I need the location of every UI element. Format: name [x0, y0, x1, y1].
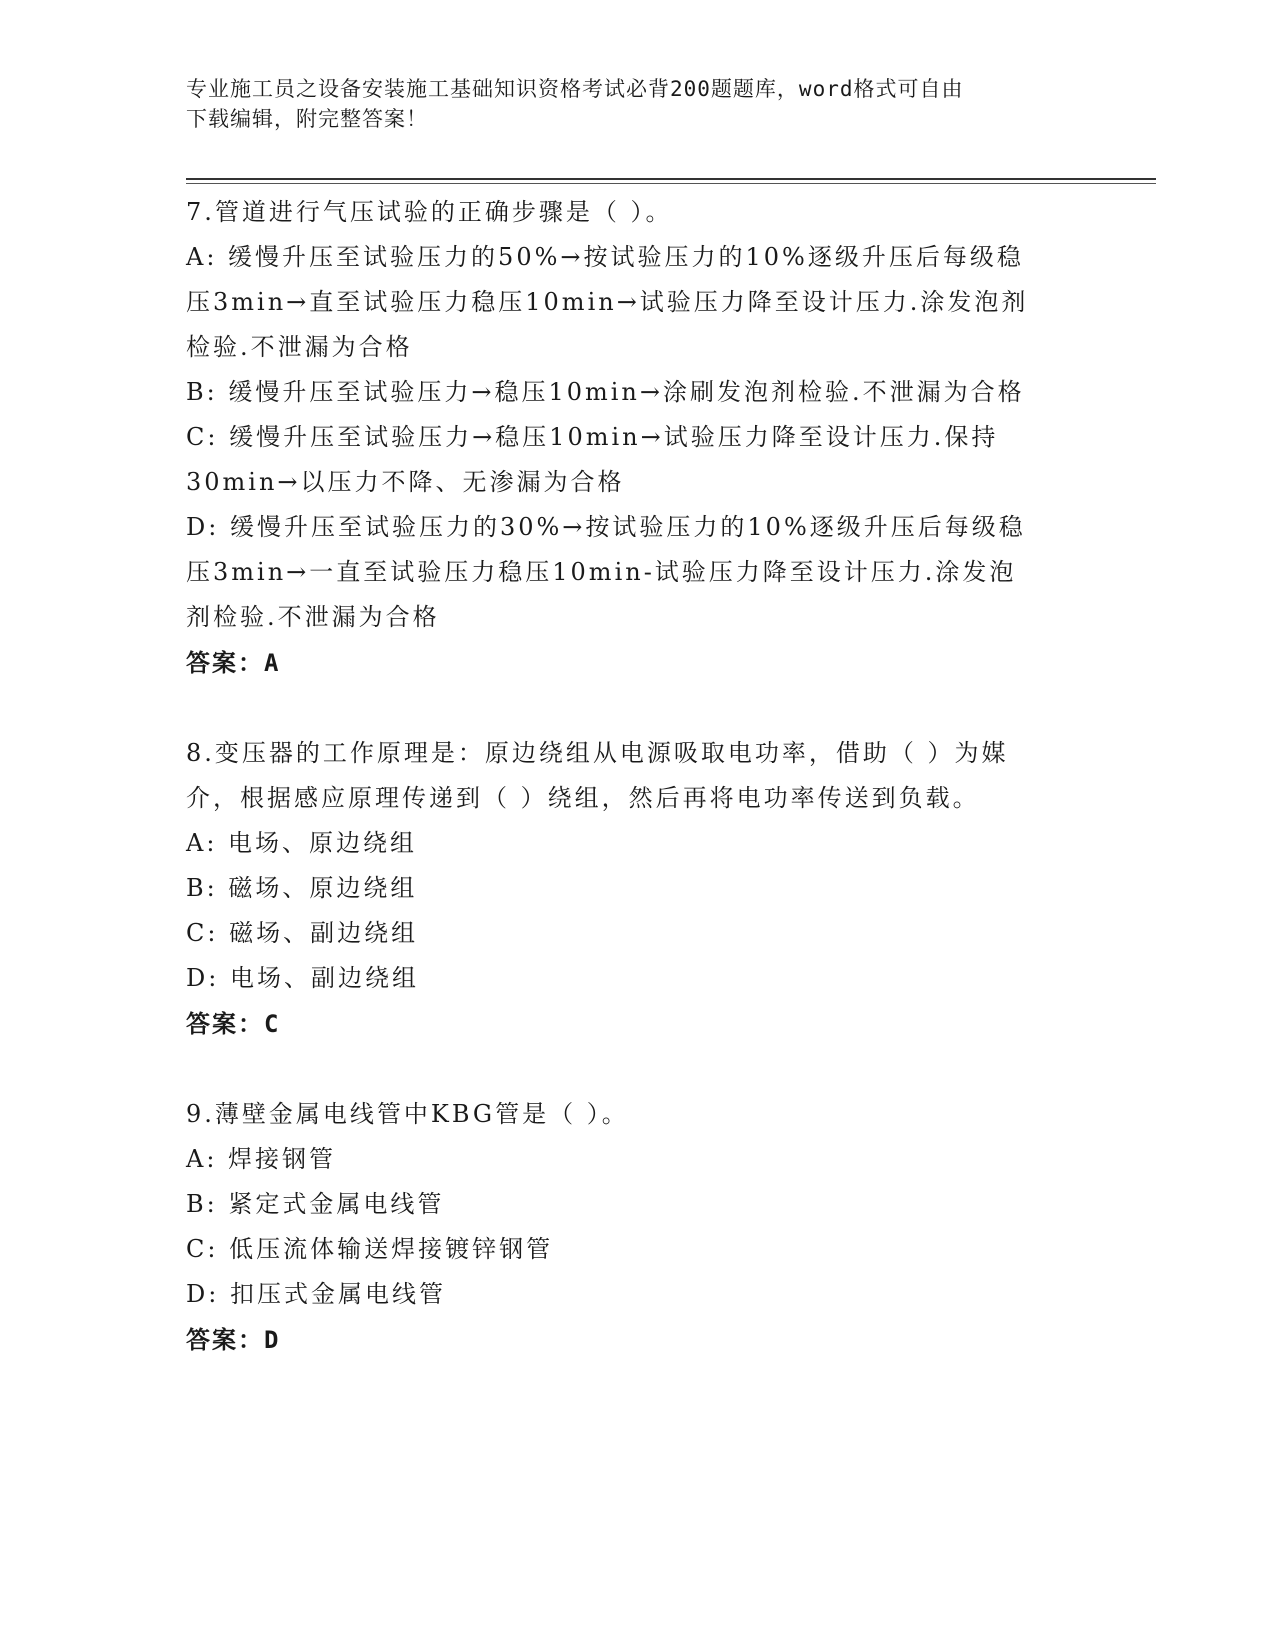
option-a: A: 电场、原边绕组: [186, 829, 418, 857]
question-8: [186, 731, 1086, 1047]
option-a-line-2: 压3min→直至试验压力稳压10min→试验压力降至设计压力.涂发泡剂: [186, 288, 1029, 316]
question-list: [186, 190, 1086, 1363]
answer-label: 答案：D: [186, 1326, 281, 1354]
option-d-line-3: 剂检验.不泄漏为合格: [186, 603, 440, 631]
question-7: [186, 190, 1086, 686]
option-b: B: 紧定式金属电线管: [186, 1190, 445, 1218]
option-c: C: 磁场、副边绕组: [186, 919, 419, 947]
option-c-line-2: 30min→以压力不降、无渗漏为合格: [186, 468, 625, 496]
option-d: D: 扣压式金属电线管: [186, 1280, 446, 1308]
question-stem: 7.管道进行气压试验的正确步骤是（ ）。: [186, 198, 673, 226]
option-b: B: 缓慢升压至试验压力→稳压10min→涂刷发泡剂检验.不泄漏为合格: [186, 378, 1025, 406]
page-header: [186, 74, 1086, 134]
option-c: C: 低压流体输送焊接镀锌钢管: [186, 1235, 554, 1263]
option-c-line-1: C: 缓慢升压至试验压力→稳压10min→试验压力降至设计压力.保持: [186, 423, 999, 451]
header-divider-thin: [186, 183, 1156, 184]
option-d-line-1: D: 缓慢升压至试验压力的30%→按试验压力的10%逐级升压后每级稳: [186, 513, 1026, 541]
question-stem-line-1: 8.变压器的工作原理是：原边绕组从电源吸取电功率，借助（ ）为媒: [186, 739, 1009, 767]
option-a: A: 焊接钢管: [186, 1145, 337, 1173]
question-spacer: [186, 686, 1086, 731]
header-divider-thick: [186, 178, 1156, 180]
header-title-line-2: 下载编辑，附完整答案！: [186, 107, 428, 131]
question-stem: 9.薄壁金属电线管中KBG管是（ ）。: [186, 1100, 629, 1128]
question-9: [186, 1092, 1086, 1363]
option-d: D: 电场、副边绕组: [186, 964, 419, 992]
answer-label: 答案：A: [186, 649, 281, 677]
option-d-line-2: 压3min→一直至试验压力稳压10min-试验压力降至设计压力.涂发泡: [186, 558, 1017, 586]
option-a-line-1: A: 缓慢升压至试验压力的50%→按试验压力的10%逐级升压后每级稳: [186, 243, 1024, 271]
option-b: B: 磁场、原边绕组: [186, 874, 418, 902]
question-stem-line-2: 介，根据感应原理传递到（ ）绕组，然后再将电功率传送到负载。: [186, 784, 980, 812]
header-title-line-1: 专业施工员之设备安装施工基础知识资格考试必背200题题库，word格式可自由: [186, 77, 964, 101]
option-a-line-3: 检验.不泄漏为合格: [186, 333, 413, 361]
answer-label: 答案：C: [186, 1010, 281, 1038]
question-spacer: [186, 1047, 1086, 1092]
